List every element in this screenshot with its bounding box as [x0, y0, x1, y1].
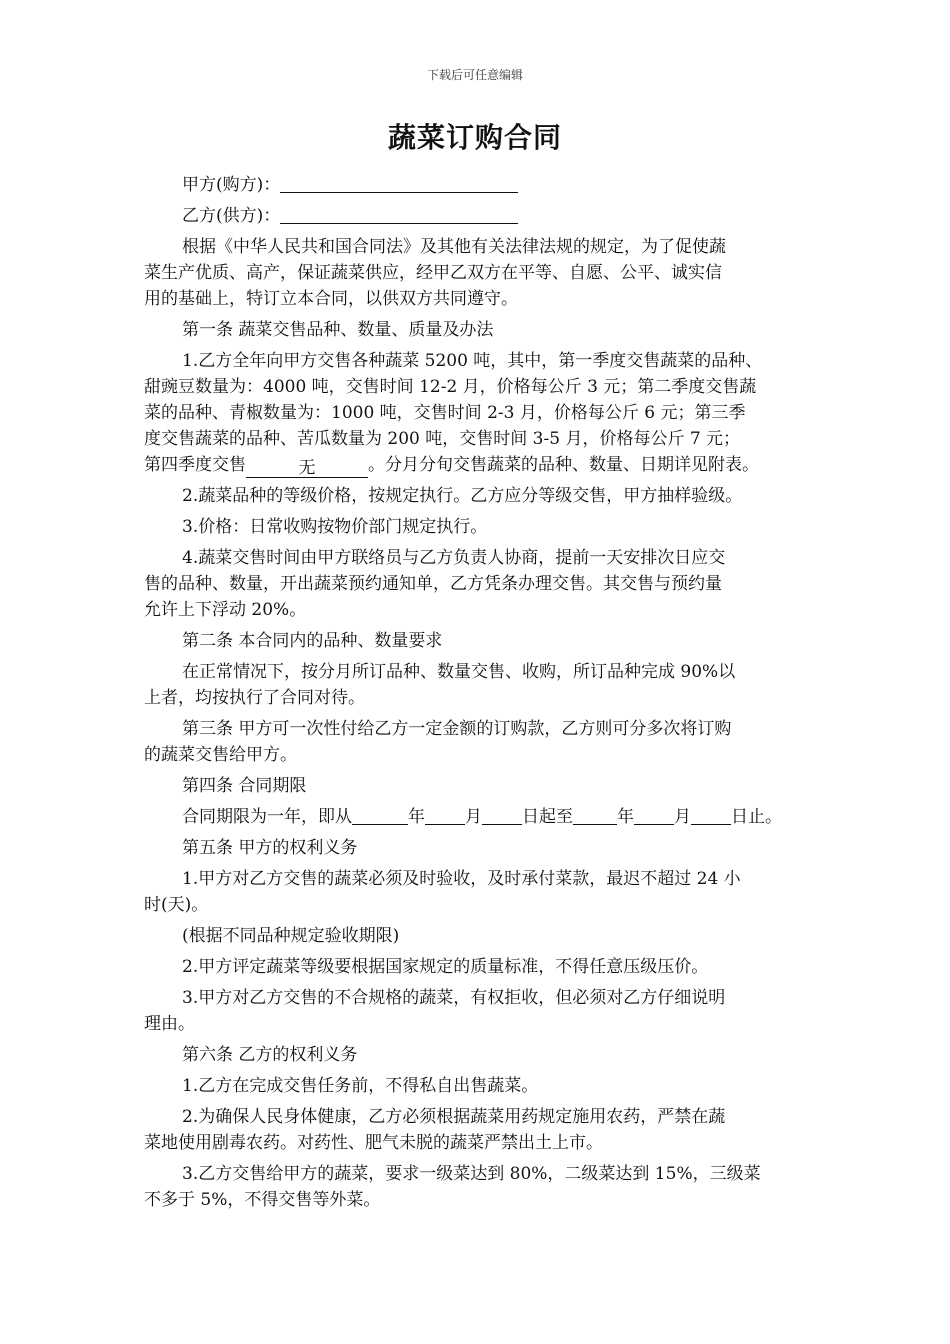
article-5-note: (根据不同品种规定验收期限) [182, 926, 400, 946]
article-6-title: 第六条 乙方的权利义务 [182, 1045, 358, 1065]
article-1-item-2: 2.蔬菜品种的等级价格，按规定执行。乙方应分等级交售，甲方抽样验级。 [182, 486, 743, 506]
intro-line: 根据《中华人民共和国合同法》及其他有关法律法规的规定，为了促使蔬 [182, 237, 726, 257]
paragraph-line: 在正常情况下，按分月所订品种、数量交售、收购，所订品种完成 90%以 [182, 662, 736, 682]
article-1-item-1 [144, 348, 810, 478]
article-4-title: 第四条 合同期限 [182, 776, 307, 796]
article-6-item-2 [144, 1104, 810, 1156]
article-5-item-2: 2.甲方评定蔬菜等级要根据国家规定的质量标准，不得任意压级压价。 [182, 957, 709, 977]
paragraph-line: 上者，均按执行了合同对待。 [144, 688, 365, 708]
page-header: 下载后可任意编辑 [426, 68, 523, 82]
text-fragment: 年 [408, 807, 425, 827]
paragraph-line: 1.乙方全年向甲方交售各种蔬菜 5200 吨，其中，第一季度交售蔬菜的品种、 [182, 351, 763, 371]
paragraph-line: 2.为确保人民身体健康，乙方必须根据蔬菜用药规定施用农药，严禁在蔬 [182, 1107, 726, 1127]
article-3-text [144, 716, 810, 768]
paragraph-line [144, 452, 810, 478]
paragraph-line: 菜的品种、青椒数量为：1000 吨，交售时间 2-3 月，价格每公斤 6 元；第三季 [144, 403, 746, 423]
text-fragment: 年 [617, 807, 634, 827]
paragraph-line: 度交售蔬菜的品种、苦瓜数量为 200 吨，交售时间 3-5 月，价格每公斤 7 元； [144, 429, 741, 449]
article-5-item-3 [144, 985, 810, 1037]
document-title: 蔬菜订购合同 [387, 121, 562, 154]
party-a-label: 甲方(购方)： [182, 175, 281, 195]
paragraph-line: 时(天)。 [144, 895, 209, 915]
end-year-blank [573, 806, 617, 825]
party-b-line [144, 203, 810, 229]
article-1-item-3: 3.价格：日常收购按物价部门规定执行。 [182, 517, 488, 537]
article-1-title: 第一条 蔬菜交售品种、数量、质量及办法 [182, 320, 494, 340]
paragraph-line: 1.甲方对乙方交售的蔬菜必须及时验收，及时承付菜款，最迟不超过 24 小 [182, 869, 741, 889]
paragraph-line: 不多于 5%，不得交售等外菜。 [144, 1190, 381, 1210]
article-6-item-1: 1.乙方在完成交售任务前，不得私自出售蔬菜。 [182, 1076, 539, 1096]
text-fragment: 日起至 [522, 807, 573, 827]
article-6-item-3 [144, 1161, 810, 1213]
article-2-title: 第二条 本合同内的品种、数量要求 [182, 631, 443, 651]
article-5-title: 第五条 甲方的权利义务 [182, 838, 358, 858]
start-month-blank [425, 806, 465, 825]
start-year-blank [352, 806, 408, 825]
party-b-blank [280, 205, 518, 224]
intro-paragraph [144, 234, 810, 312]
article-2-text [144, 659, 810, 711]
end-day-blank [691, 806, 731, 825]
text-fragment: 月 [465, 807, 482, 827]
paragraph-line: 允许上下浮动 20%。 [144, 600, 307, 620]
end-month-blank [634, 806, 674, 825]
paragraph-line: 售的品种、数量，开出蔬菜预约通知单，乙方凭条办理交售。其交售与预约量 [144, 574, 722, 594]
text-fragment: 日止。 [731, 807, 782, 827]
party-a-line [144, 172, 810, 198]
intro-line: 用的基础上，特订立本合同，以供双方共同遵守。 [144, 289, 518, 309]
paragraph-line: 菜地使用剧毒农药。对药性、肥气未脱的蔬菜严禁出土上市。 [144, 1133, 603, 1153]
party-b-label: 乙方(供方)： [182, 206, 281, 226]
document-body [144, 172, 810, 1213]
paragraph-line: 4.蔬菜交售时间由甲方联络员与乙方负责人协商，提前一天安排次日应交 [182, 548, 726, 568]
text-fragment: 。分月分旬交售蔬菜的品种、数量、日期详见附表。 [368, 455, 759, 475]
article-1-item-4 [144, 545, 810, 623]
fourth-quarter-blank: 无 [246, 459, 368, 478]
paragraph-line: 第三条 甲方可一次性付给乙方一定金额的订购款，乙方则可分多次将订购 [182, 719, 732, 739]
paragraph-line: 甜豌豆数量为：4000 吨，交售时间 12-2 月，价格每公斤 3 元；第二季度交售蔬 [144, 377, 757, 397]
article-5-item-1 [144, 866, 810, 918]
paragraph-line: 3.乙方交售给甲方的蔬菜，要求一级菜达到 80%，二级菜达到 15%，三级菜 [182, 1164, 761, 1184]
paragraph-line: 的蔬菜交售给甲方。 [144, 745, 297, 765]
intro-line: 菜生产优质、高产，保证蔬菜供应，经甲乙双方在平等、自愿、公平、诚实信 [144, 263, 722, 283]
paragraph-line: 理由。 [144, 1014, 195, 1034]
text-fragment: 月 [674, 807, 691, 827]
party-a-blank [280, 174, 518, 193]
contract-term-line [144, 804, 810, 830]
paragraph-line: 3.甲方对乙方交售的不合规格的蔬菜，有权拒收，但必须对乙方仔细说明 [182, 988, 726, 1008]
text-fragment: 合同期限为一年，即从 [182, 807, 352, 827]
start-day-blank [482, 806, 522, 825]
text-fragment: 第四季度交售 [144, 455, 246, 475]
